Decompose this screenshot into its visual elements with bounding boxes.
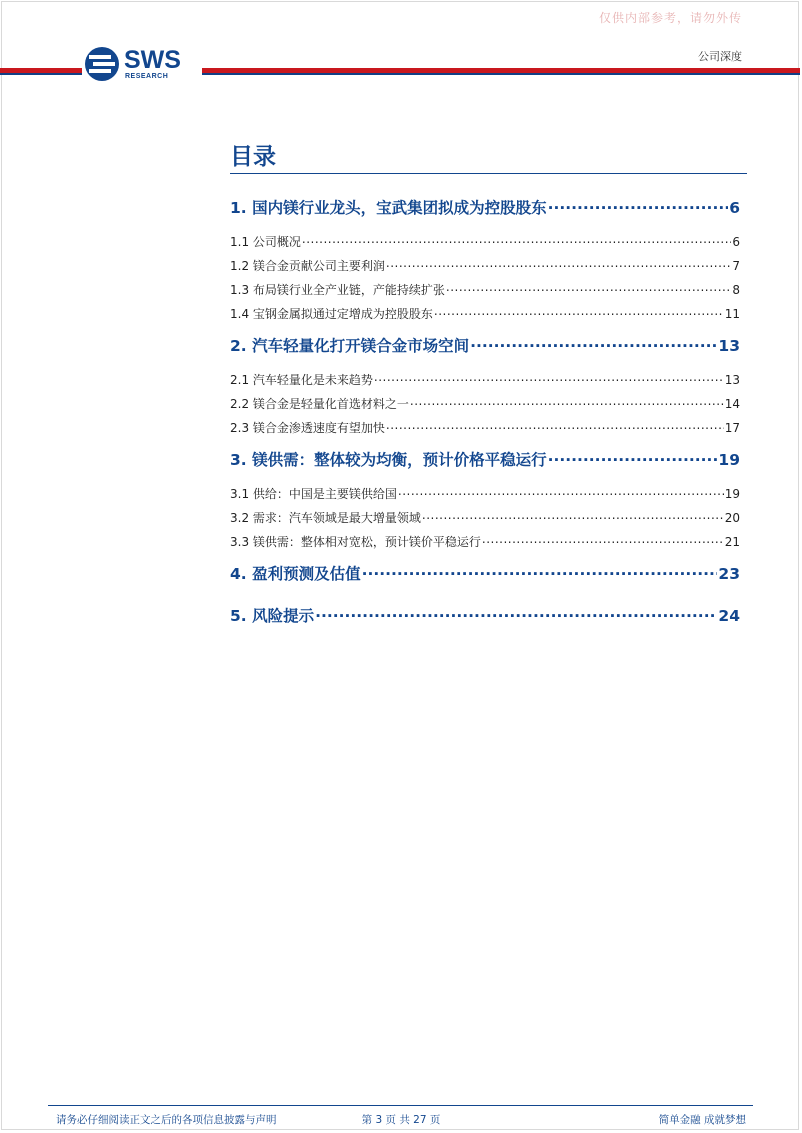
sws-logo xyxy=(84,46,194,86)
toc-entry-page: 20 xyxy=(724,511,740,525)
toc-entry-label: 3.2 需求：汽车领域是最大增量领域 xyxy=(230,511,421,525)
toc-title-underline xyxy=(230,173,747,174)
toc-entry-page: 13 xyxy=(724,373,740,387)
footer-rule xyxy=(48,1105,753,1106)
toc-entry[interactable] xyxy=(230,562,740,584)
toc-entry-page: 6 xyxy=(729,199,740,217)
toc-entry-page: 13 xyxy=(718,337,740,355)
toc-entry[interactable] xyxy=(230,419,740,436)
logo-subtitle: RESEARCH xyxy=(125,73,169,80)
logo-wordmark: SWS xyxy=(124,46,181,74)
toc-leader-dots xyxy=(446,282,731,294)
toc-entry-page: 14 xyxy=(724,397,740,411)
toc-leader-dots xyxy=(548,198,729,214)
header-rule-blue-left xyxy=(0,73,82,75)
toc-entry-page: 6 xyxy=(732,235,740,249)
toc-entry-label: 1.1 公司概况 xyxy=(230,235,301,249)
toc-entry-label: 1.4 宝钢金属拟通过定增成为控股股东 xyxy=(230,307,433,321)
toc-entry[interactable] xyxy=(230,371,740,388)
toc-entry[interactable] xyxy=(230,196,740,218)
toc-entry-label: 4. 盈利预测及估值 xyxy=(230,565,361,583)
toc-entry[interactable] xyxy=(230,305,740,322)
toc-leader-dots xyxy=(386,420,724,432)
toc-leader-dots xyxy=(386,258,731,270)
sws-logo-icon xyxy=(84,46,120,82)
toc-entry-page: 19 xyxy=(724,487,740,501)
toc-entry-label: 1.2 镁合金贡献公司主要利润 xyxy=(230,259,385,273)
footer-page-info: 第 3 页 共 27 页 xyxy=(361,1114,441,1126)
toc-entry-label: 3.3 镁供需：整体相对宽松，预计镁价平稳运行 xyxy=(230,535,481,549)
toc-entry-label: 1. 国内镁行业龙头，宝武集团拟成为控股股东 xyxy=(230,199,547,217)
toc-entry-label: 2.3 镁合金渗透速度有望加快 xyxy=(230,421,385,435)
toc-entry-label: 2.1 汽车轻量化是未来趋势 xyxy=(230,373,373,387)
toc-entry-label: 2.2 镁合金是轻量化首选材料之一 xyxy=(230,397,409,411)
toc-leader-dots xyxy=(374,372,724,384)
toc-entry-label: 1.3 布局镁行业全产业链，产能持续扩张 xyxy=(230,283,445,297)
toc-entry[interactable] xyxy=(230,257,740,274)
toc-entry-page: 8 xyxy=(732,283,740,297)
footer-slogan: 简单金融 成就梦想 xyxy=(658,1114,746,1126)
toc-entry-page: 19 xyxy=(718,451,740,469)
footer-disclaimer: 请务必仔细阅读正文之后的各项信息披露与声明 xyxy=(56,1114,277,1126)
toc-entry[interactable] xyxy=(230,533,740,550)
document-type-label: 公司深度 xyxy=(698,50,742,63)
toc-entry[interactable] xyxy=(230,233,740,250)
header-rule-blue-right xyxy=(202,73,800,75)
toc-leader-dots xyxy=(362,564,718,580)
toc-entry-page: 23 xyxy=(718,565,740,583)
toc-leader-dots xyxy=(482,534,724,546)
toc-leader-dots xyxy=(548,450,718,466)
toc-entry-label: 3. 镁供需：整体较为均衡，预计价格平稳运行 xyxy=(230,451,547,469)
toc-leader-dots xyxy=(410,396,724,408)
toc-title: 目录 xyxy=(230,144,276,170)
toc-leader-dots xyxy=(434,306,724,318)
toc-entry[interactable] xyxy=(230,281,740,298)
toc-entry[interactable] xyxy=(230,334,740,356)
toc-entry[interactable] xyxy=(230,604,740,626)
toc-leader-dots xyxy=(422,510,724,522)
toc-entry[interactable] xyxy=(230,485,740,502)
toc-entry-page: 17 xyxy=(724,421,740,435)
toc-entry-label: 2. 汽车轻量化打开镁合金市场空间 xyxy=(230,337,470,355)
toc-entry-label: 3.1 供给：中国是主要镁供给国 xyxy=(230,487,397,501)
toc-entry-label: 5. 风险提示 xyxy=(230,607,315,625)
toc-leader-dots xyxy=(315,606,717,622)
toc-entry-page: 21 xyxy=(724,535,740,549)
toc-leader-dots xyxy=(398,486,724,498)
toc-entry[interactable] xyxy=(230,395,740,412)
watermark: 仅供内部参考，请勿外传 xyxy=(598,11,742,25)
toc-entry[interactable] xyxy=(230,509,740,526)
toc-entry-page: 24 xyxy=(718,607,740,625)
toc-leader-dots xyxy=(302,234,731,246)
toc-entry-page: 11 xyxy=(724,307,740,321)
toc-leader-dots xyxy=(470,336,717,352)
toc-entry[interactable] xyxy=(230,448,740,470)
toc-entry-page: 7 xyxy=(732,259,740,273)
